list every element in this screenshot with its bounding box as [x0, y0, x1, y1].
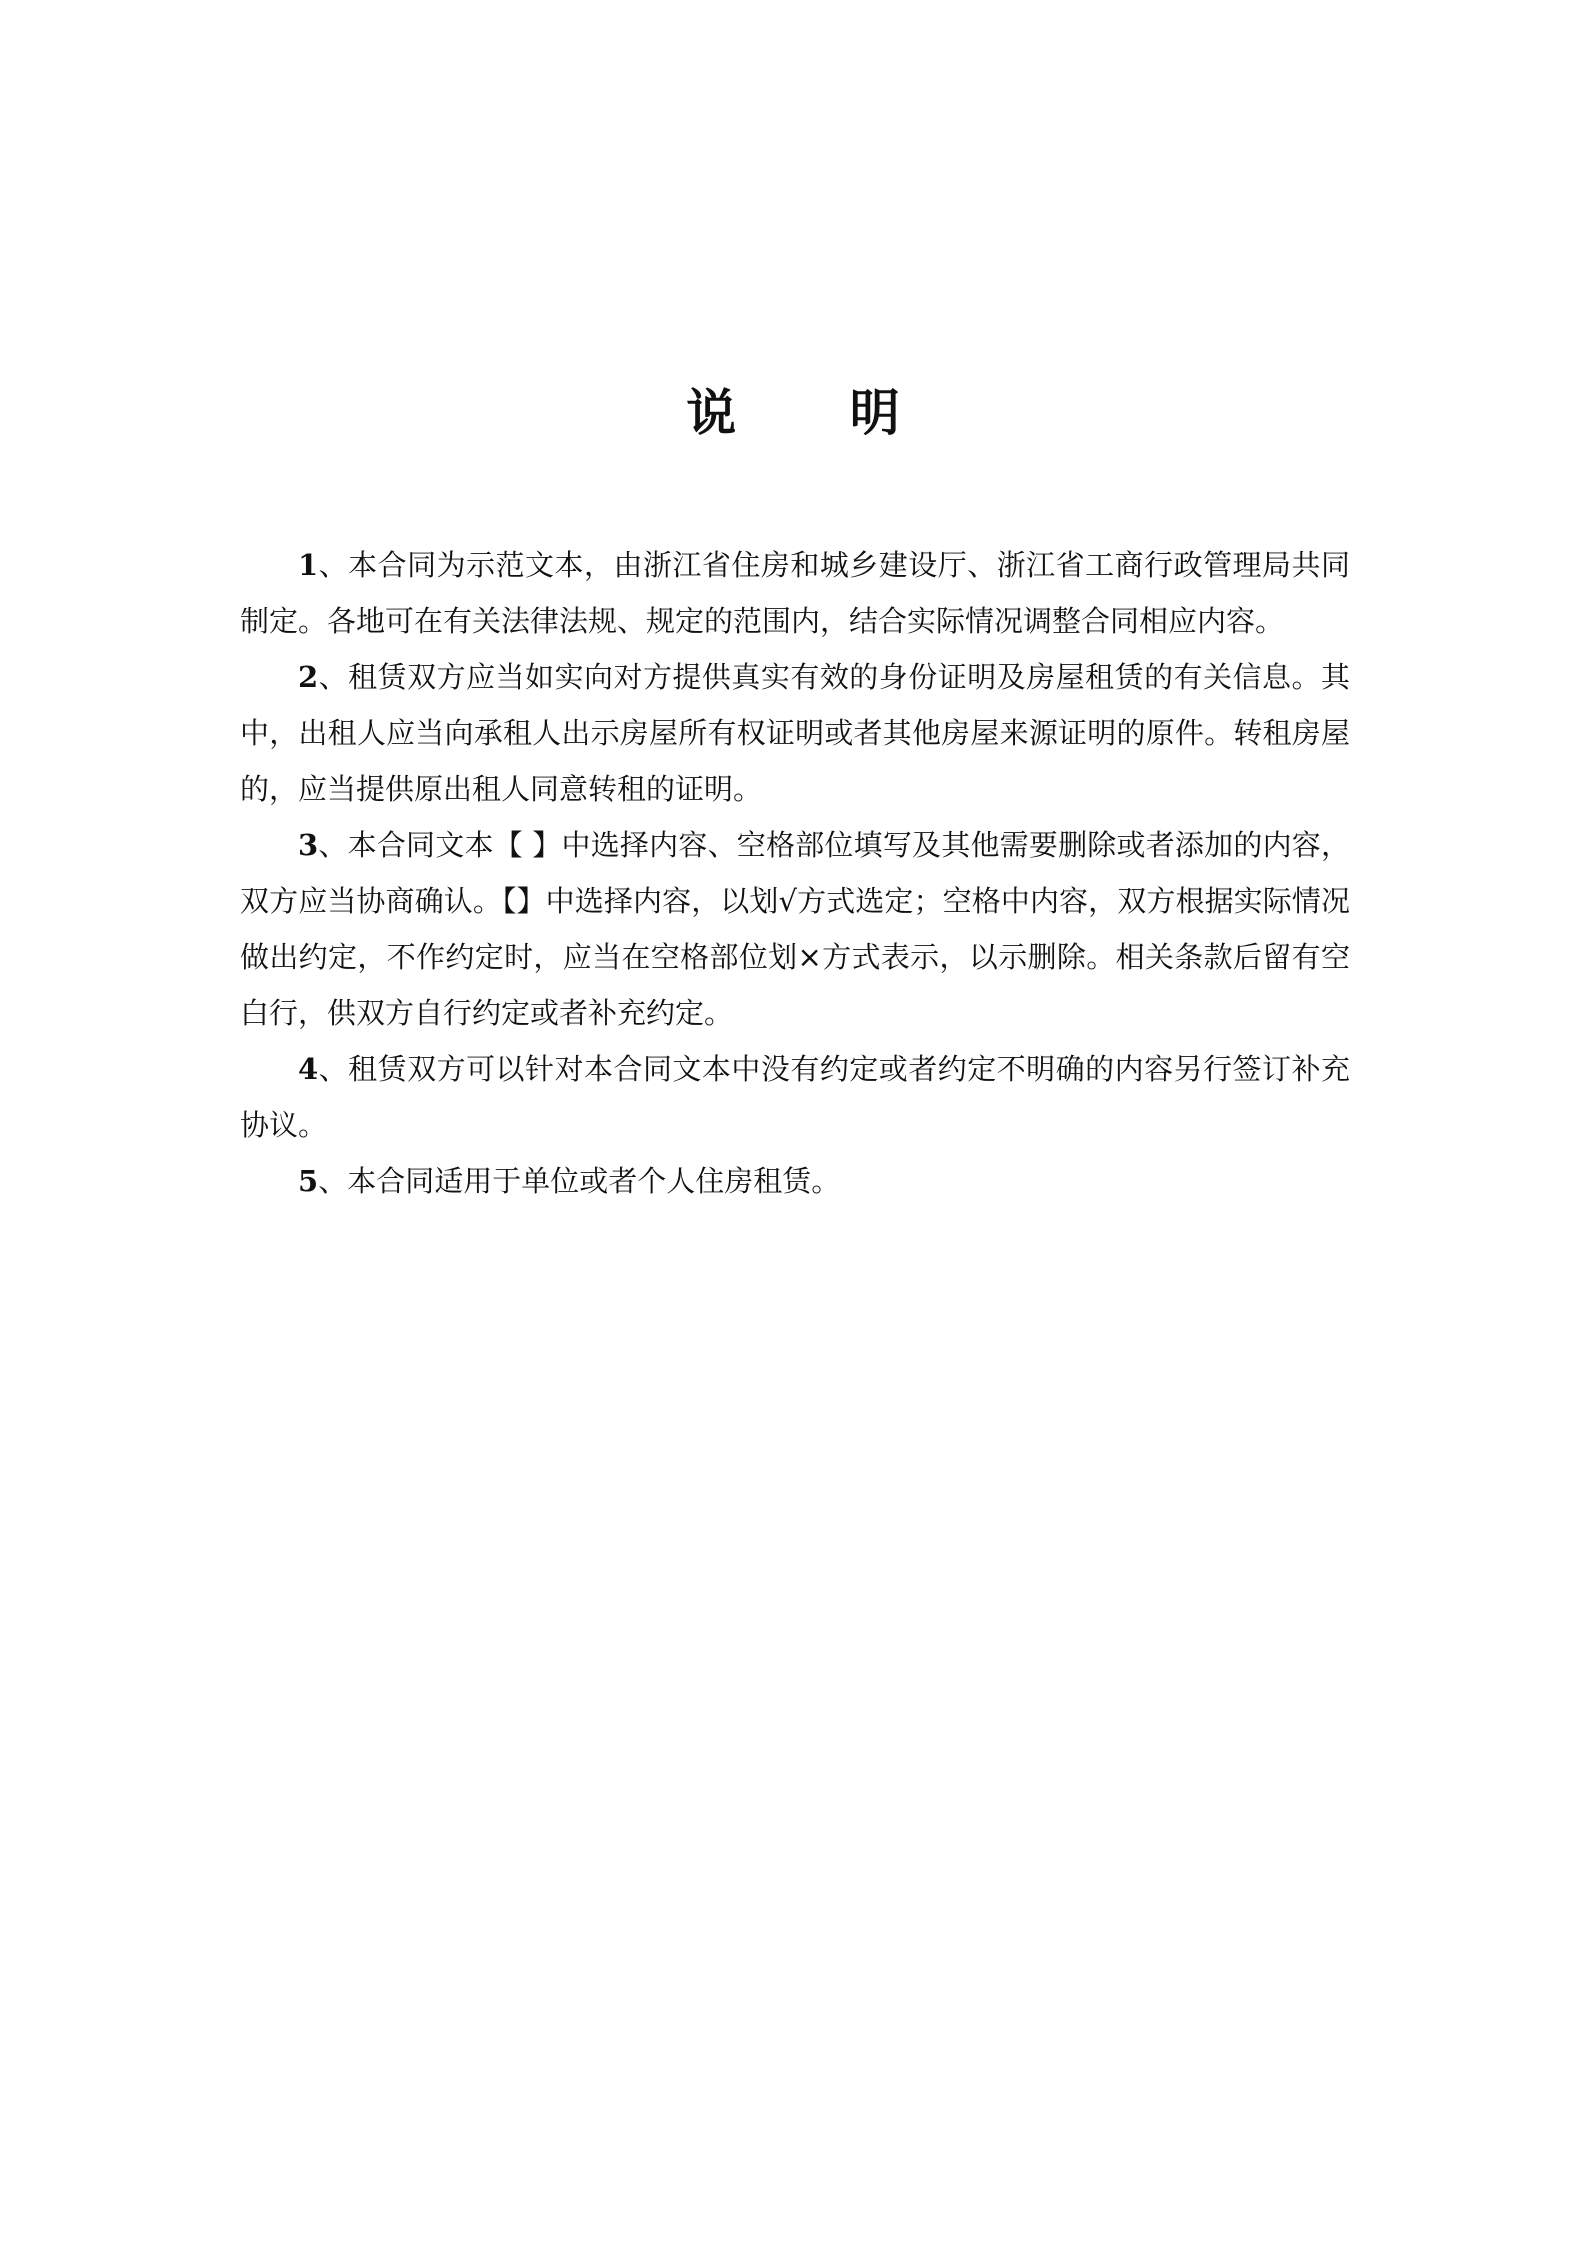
instruction-paragraph-4 [240, 1041, 1350, 1153]
paragraph-text: 、本合同为示范文本，由浙江省住房和城乡建设厅、浙江省工商行政管理局共同制定。各地可在有关法律法规、规定的范围内，结合实际情况调整合同相应内容。 [240, 548, 1350, 638]
instructions-body [240, 537, 1350, 1209]
paragraph-number: 3 [298, 828, 319, 862]
paragraph-text: 、本合同文本【 】中选择内容、空格部位填写及其他需要删除或者添加的内容，双方应当协商确认。【】中选择内容，以划√方式选定；空格中内容，双方根据实际情况做出约定，不作约定时，应当在空格部位划×方式表示，以示删除。相关条款后留有空白行，供双方自行约定或者补充约定。 [240, 828, 1350, 1030]
instruction-paragraph-5 [240, 1153, 1350, 1209]
paragraph-number: 4 [298, 1052, 319, 1086]
instruction-paragraph-3 [240, 817, 1350, 1041]
instruction-paragraph-1 [240, 537, 1350, 649]
paragraph-number: 5 [298, 1164, 319, 1198]
page-title: 说 明 [686, 384, 948, 442]
paragraph-text: 、租赁双方应当如实向对方提供真实有效的身份证明及房屋租赁的有关信息。其中，出租人应当向承租人出示房屋所有权证明或者其他房屋来源证明的原件。转租房屋的，应当提供原出租人同意转租的证明。 [240, 660, 1350, 806]
instruction-paragraph-2 [240, 649, 1350, 817]
paragraph-text: 、租赁双方可以针对本合同文本中没有约定或者约定不明确的内容另行签订补充协议。 [240, 1052, 1350, 1142]
paragraph-number: 1 [298, 548, 319, 582]
paragraph-text: 、本合同适用于单位或者个人住房租赁。 [318, 1164, 841, 1198]
paragraph-number: 2 [298, 660, 319, 694]
